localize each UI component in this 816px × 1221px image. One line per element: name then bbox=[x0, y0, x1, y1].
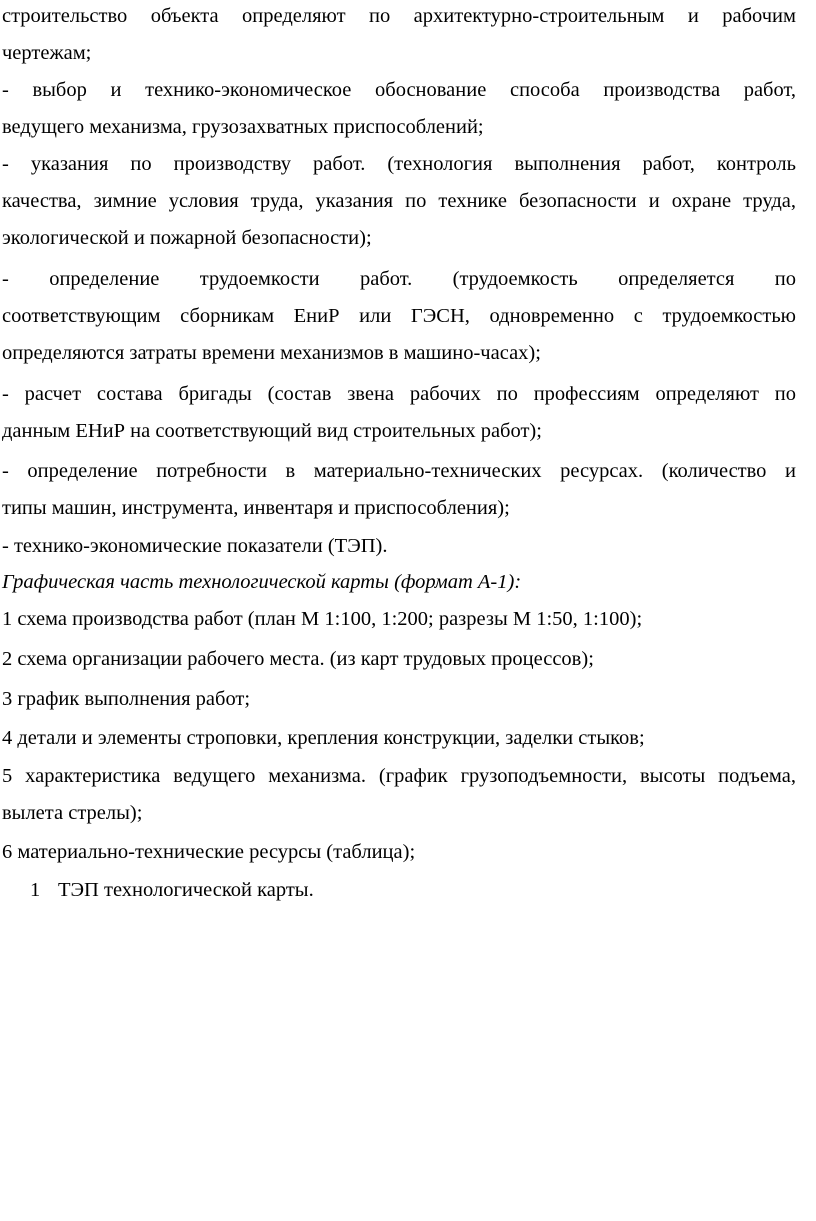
list-item-line: - выбор и технико-экономическое обоснование способа производства работ, bbox=[2, 79, 796, 101]
list-item-line: - определение потребности в материально-технических ресурсах. (количество и bbox=[2, 460, 796, 482]
list-item-line: - определение трудоемкости работ. (трудоемкость определяется по bbox=[2, 268, 796, 290]
list-item-line: - технико-экономические показатели (ТЭП). bbox=[2, 535, 388, 557]
text-line: определяются затраты времени механизмов в машино-часах); bbox=[2, 342, 541, 364]
text-line: строительство объекта определяют по архитектурно-строительным и рабочим bbox=[2, 5, 796, 27]
section-heading: Графическая часть технологической карты (формат А-1): bbox=[2, 571, 522, 593]
final-item-text: ТЭП технологической карты. bbox=[58, 879, 314, 901]
text-line: данным ЕНиР на соответствующий вид строительных работ); bbox=[2, 420, 542, 442]
list-item-line: - расчет состава бригады (состав звена рабочих по профессиям определяют по bbox=[2, 383, 796, 405]
text-line: чертежам; bbox=[2, 42, 92, 64]
text-line: ведущего механизма, грузозахватных приспособлений; bbox=[2, 116, 484, 138]
text-line: качества, зимние условия труда, указания по технике безопасности и охране труда, bbox=[2, 190, 796, 212]
text-line: соответствующим сборникам ЕниР или ГЭСН, одновременно с трудоемкостью bbox=[2, 305, 796, 327]
text-line: типы машин, инструмента, инвентаря и приспособления); bbox=[2, 497, 510, 519]
numbered-item: 3 график выполнения работ; bbox=[2, 688, 251, 710]
text-line: вылета стрелы); bbox=[2, 802, 143, 824]
numbered-item: 6 материально-технические ресурсы (таблица); bbox=[2, 841, 416, 863]
numbered-item: 4 детали и элементы строповки, крепления конструкции, заделки стыков; bbox=[2, 727, 645, 749]
numbered-item: 5 характеристика ведущего механизма. (график грузоподъемности, высоты подъема, bbox=[2, 765, 796, 787]
list-item-line: - указания по производству работ. (технология выполнения работ, контроль bbox=[2, 153, 796, 175]
numbered-item: 1 схема производства работ (план М 1:100, 1:200; разрезы М 1:50, 1:100); bbox=[2, 608, 643, 630]
numbered-item: 2 схема организации рабочего места. (из карт трудовых процессов); bbox=[2, 648, 594, 670]
final-item-number: 1 bbox=[30, 879, 41, 901]
text-line: экологической и пожарной безопасности); bbox=[2, 227, 372, 249]
